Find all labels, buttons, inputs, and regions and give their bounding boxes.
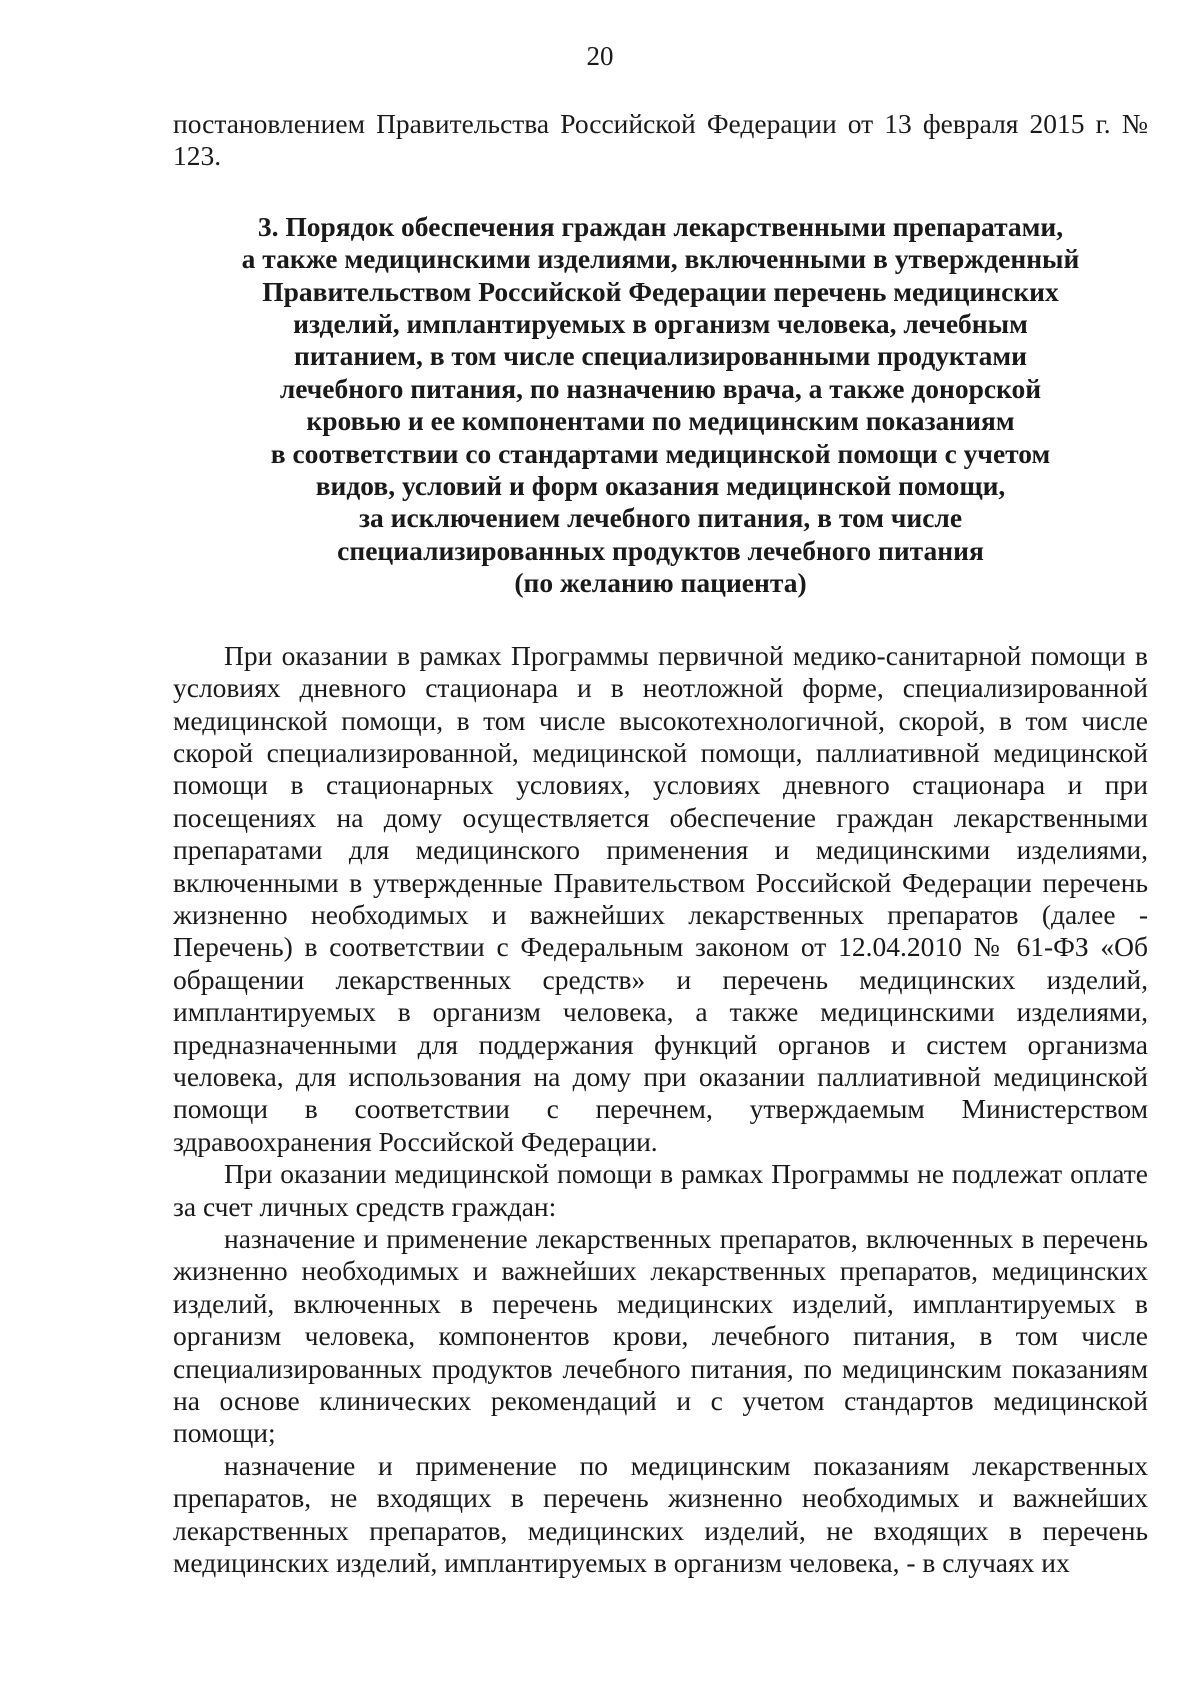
document-body	[173, 108, 1148, 1579]
section-heading-line: за исключением лечебного питания, в том числе	[358, 502, 963, 534]
section-heading-line: в соответствии со стандартами медицинской помощи с учетом	[270, 437, 1051, 469]
body-paragraph: При оказании в рамках Программы первичной медико-санитарной помощи в условиях дневного стационара и в неотложной форме, специализированной медицинской помощи, в том числе высокотехнологичной, скорой, в том числе скорой специализированной, медицинской помощи, паллиативной медицинской помощи в стационарных условиях, условиях дневного стационара и при посещениях на дому осуществляется обеспечение граждан лекарственными препаратами для медицинского применения и медицинскими изделиями, включенными в утвержденные Правительством Российской Федерации перечень жизненно необходимых и важнейших лекарственных препаратов (далее - Перечень) в соответствии с Федеральным законом от 12.04.2010 № 61-ФЗ «Об обращении лекарственных средств» и перечень медицинских изделий, имплантируемых в организм человека, а также медицинскими изделиями, предназначенными для поддержания функций органов и систем организма человека, для использования на дому при оказании паллиативной медицинской помощи в соответствии с перечнем, утверждаемым Министерством здравоохранения Российской Федерации.	[173, 639, 1148, 1157]
section-heading-line: Правительством Российской Федерации перечень медицинских	[262, 275, 1059, 307]
body-paragraph: назначение и применение лекарственных препаратов, включенных в перечень жизненно необходимых и важнейших лекарственных препаратов, медицинских изделий, включенных в перечень медицинских изделий, имплантируемых в организм человека, компонентов крови, лечебного питания, в том числе специализированных продуктов лечебного питания, по медицинским показаниям на основе клинических рекомендаций и с учетом стандартов медицинской помощи;	[173, 1223, 1148, 1449]
section-heading-line: питанием, в том числе специализированными продуктами	[294, 340, 1027, 372]
section-heading-line: лечебного питания, по назначению врача, а также донорской	[279, 372, 1042, 404]
section-heading-line: изделий, имплантируемых в организм человека, лечебным	[293, 308, 1028, 340]
section-heading-line: кровью и ее компонентами по медицинским показаниям	[306, 405, 1015, 437]
section-heading-line: а также медицинскими изделиями, включенными в утвержденный	[241, 243, 1080, 275]
body-paragraph: При оказании медицинской помощи в рамках Программы не подлежат оплате за счет личных средств граждан:	[173, 1158, 1148, 1222]
section-heading-line: (по желанию пациента)	[514, 567, 807, 599]
section-heading-line: специализированных продуктов лечебного питания	[337, 534, 984, 566]
page-number: 20	[586, 41, 614, 71]
intro-paragraph: постановлением Правительства Российской Федерации от 13 февраля 2015 г. № 123.	[173, 108, 1148, 172]
section-heading-line: видов, условий и форм оказания медицинской помощи,	[315, 470, 1006, 502]
section-heading	[173, 211, 1148, 600]
section-heading-line: 3. Порядок обеспечения граждан лекарственными препаратами,	[257, 210, 1064, 242]
body-paragraph: назначение и применение по медицинским показаниям лекарственных препаратов, не входящих в перечень жизненно необходимых и важнейших лекарственных препаратов, медицинских изделий, не входящих в перечень медицинских изделий, имплантируемых в организм человека, - в случаях их	[173, 1449, 1148, 1579]
